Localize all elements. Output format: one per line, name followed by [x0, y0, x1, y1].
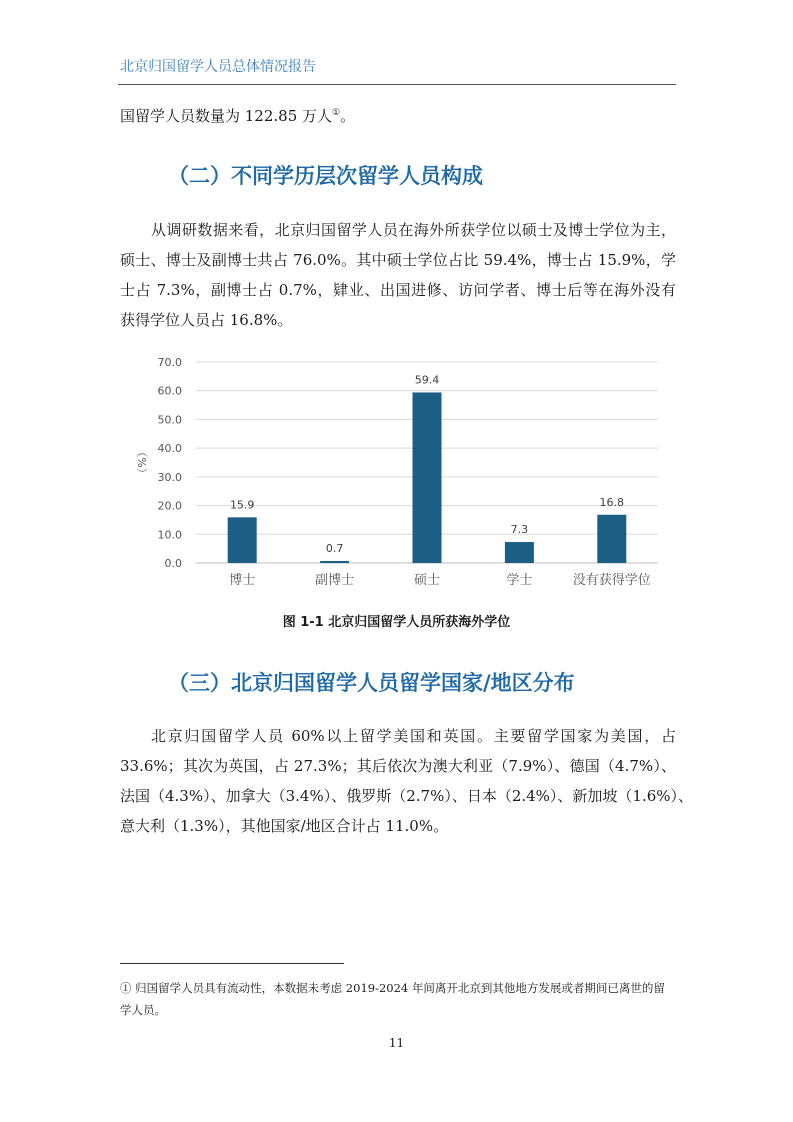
- chart-y-axis: [158, 356, 183, 570]
- bar-4: [505, 542, 534, 563]
- bar-5: [597, 515, 626, 563]
- y-tick-label: 20.0: [157, 499, 182, 513]
- intro-paragraph: [120, 98, 676, 131]
- footnote-line: 学人员。: [120, 1003, 166, 1017]
- figure-caption: 图 1-1 北京归国留学人员所获海外学位: [282, 615, 511, 630]
- footnote-line: ① 归国留学人员具有流动性，本数据未考虑 2019-2024 年间离开北京到其他地方发展或者期间已离世的留: [120, 981, 665, 995]
- category-label: 硕士: [413, 573, 441, 588]
- category-label: 副博士: [315, 573, 355, 588]
- footnote: [120, 977, 678, 1021]
- data-label: 15.9: [229, 498, 255, 512]
- paragraph-line: 法国（4.3%）、加拿大（3.4%）、俄罗斯（2.7%）、日本（2.4%）、新加坡（1.6%）、: [120, 787, 694, 805]
- footnote-reference[interactable]: ①: [332, 108, 341, 118]
- intro-line: [120, 98, 676, 131]
- footnote-rule: [120, 963, 344, 964]
- category-label: 博士: [229, 573, 256, 588]
- paragraph-line: 33.6%；其次为英国，占 27.3%；其后依次为澳大利亚（7.9%）、德国（4.7%）、: [120, 757, 676, 775]
- y-tick-label: 0.0: [164, 557, 182, 570]
- paragraph-line: 北京归国留学人员 60%以上留学美国和英国。主要留学国家为美国，占: [151, 727, 676, 745]
- y-tick-label: 70.0: [157, 356, 182, 369]
- bar-1: [228, 517, 257, 563]
- category-label: 学士: [506, 573, 533, 588]
- chart-bars: [228, 392, 627, 563]
- section-2-paragraph: [120, 215, 676, 335]
- section-3-paragraph: [120, 721, 694, 841]
- data-label: 0.7: [325, 541, 344, 555]
- y-tick-label: 60.0: [157, 384, 182, 398]
- page-number: 11: [388, 1036, 405, 1050]
- y-tick-label: 30.0: [157, 470, 182, 484]
- intro-text: 国留学人员数量为 122.85 万人: [120, 107, 333, 125]
- data-label: 16.8: [599, 495, 625, 509]
- y-tick-label: 40.0: [157, 442, 182, 456]
- running-header: 北京归国留学人员总体情况报告: [120, 59, 316, 75]
- y-tick-label: 50.0: [157, 413, 182, 427]
- paragraph-line: 意大利（1.3%），其他国家/地区合计占 11.0%。: [120, 817, 449, 835]
- intro-tail: 。: [340, 107, 356, 125]
- section-3-heading: （三）北京归国留学人员留学国家/地区分布: [168, 671, 575, 695]
- paragraph-line: 硕士、博士及副博士共占 76.0%。其中硕士学位占比 59.4%，博士占 15.9%，学: [120, 251, 676, 269]
- paragraph-line: 从调研数据来看，北京归国留学人员在海外所获学位以硕士及博士学位为主，: [151, 221, 676, 239]
- degree-bar-chart: [130, 350, 670, 600]
- section-2-heading: （二）不同学历层次留学人员构成: [168, 164, 483, 188]
- chart-y-axis-label: （%）: [136, 446, 149, 479]
- bar-2: [320, 561, 349, 563]
- data-label: 59.4: [414, 373, 440, 387]
- paragraph-line: 士占 7.3%，副博士占 0.7%，肄业、出国进修、访问学者、博士后等在海外没有: [120, 281, 676, 299]
- paragraph-line: 获得学位人员占 16.8%。: [120, 311, 293, 329]
- bar-3: [413, 392, 442, 563]
- data-label: 7.3: [510, 523, 529, 537]
- chart-x-axis: [229, 572, 651, 588]
- y-tick-label: 10.0: [157, 528, 182, 542]
- header-rule: [118, 84, 676, 85]
- category-label: 没有获得学位: [572, 573, 651, 588]
